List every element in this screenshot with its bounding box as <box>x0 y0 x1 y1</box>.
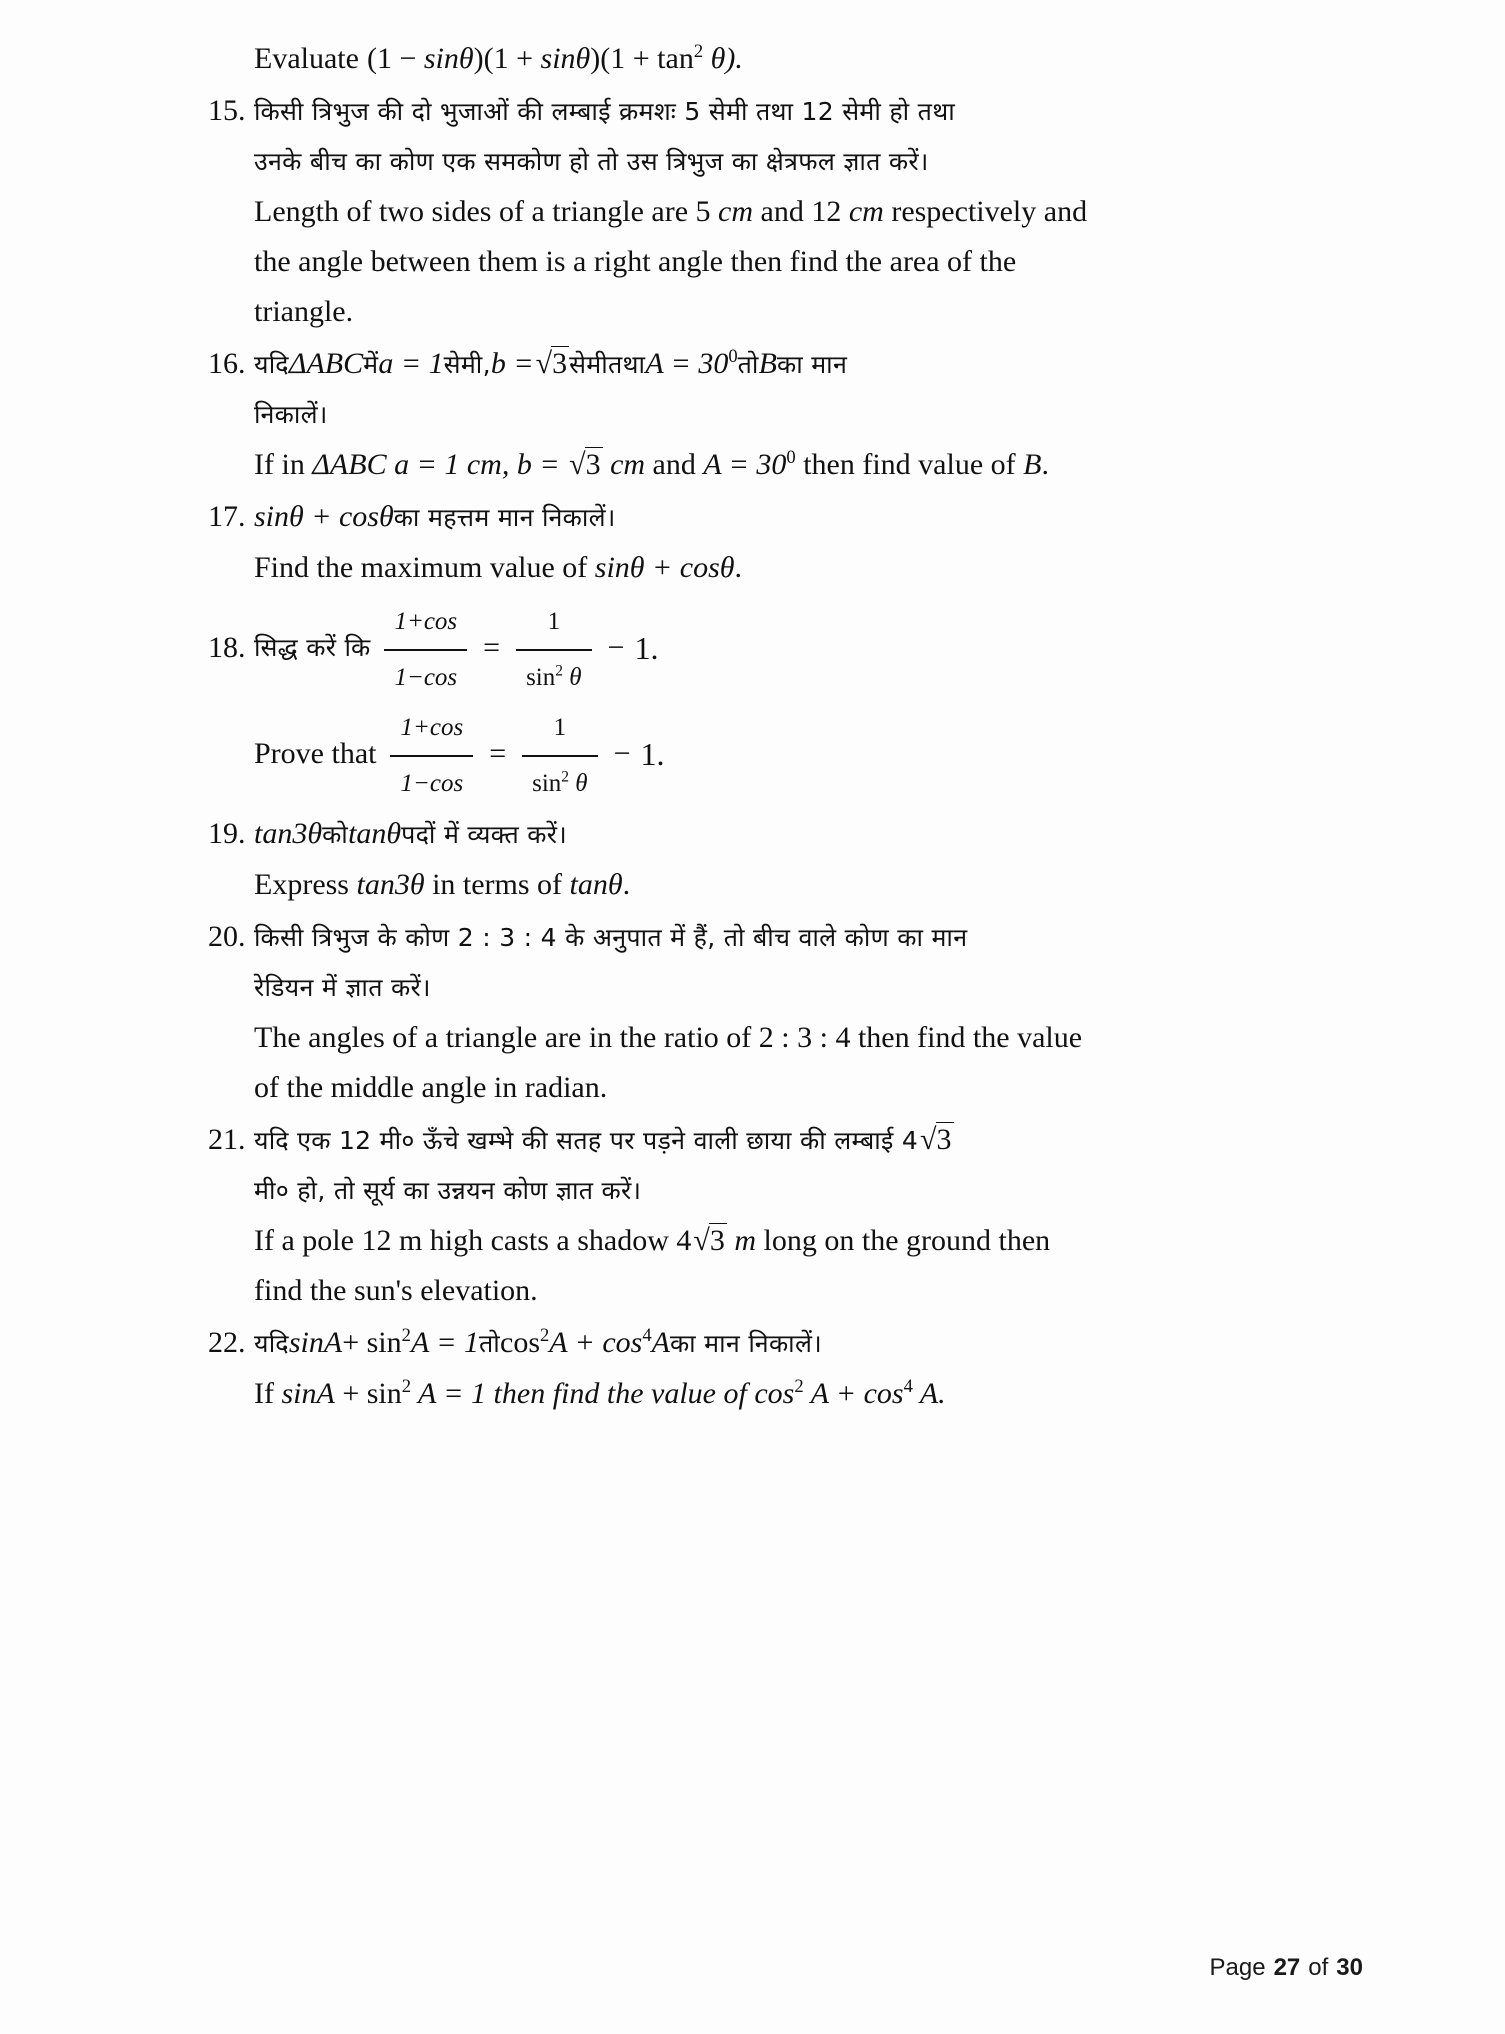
fraction-bar <box>384 649 467 651</box>
q22-sup-4-hi: 4 <box>642 1325 652 1346</box>
q16-en-part1: If in <box>254 448 313 481</box>
footer-page-label: Page <box>1209 1954 1266 1981</box>
fraction-numerator: 1 <box>553 714 567 741</box>
question-line-hi <box>208 963 1288 1013</box>
q16-en-unknown-B: B <box>1023 448 1042 481</box>
fraction-lhs <box>384 597 467 703</box>
equals-sign: = <box>483 631 501 664</box>
q22-A-plus-cos-hi: A + cos <box>549 1326 643 1359</box>
q22-hi-yadi: यदि <box>254 1329 289 1358</box>
question-line-hi <box>208 1115 1288 1166</box>
q19-tantheta-hi: tanθ <box>348 817 402 850</box>
question-number-19: 19. <box>208 817 246 850</box>
q16-en-part3: then find value of <box>795 448 1024 481</box>
question-line-hi <box>208 86 1288 137</box>
question-18 <box>208 595 1288 807</box>
q22-plus-sin-en: + sin <box>334 1377 402 1410</box>
q16-hi-tatha: तथा <box>608 350 646 379</box>
footer-of-label: of <box>1308 1954 1329 1981</box>
fraction-denominator: 1−cos <box>394 664 458 691</box>
q21-en-part1: If a pole 12 m high casts a shadow 4 <box>254 1224 692 1257</box>
theta-symbol: θ <box>563 664 582 691</box>
q20-english-line-2: of the middle angle in radian. <box>254 1071 608 1104</box>
evaluate-theta: θ). <box>703 42 743 75</box>
minus-sign: − <box>607 631 625 664</box>
sqrt-icon: √3 <box>569 448 601 481</box>
q22-en-tail: A. <box>912 1377 946 1410</box>
sin-exponent: 2 <box>561 768 570 786</box>
q22-en-mid: A = 1 then find the value of cos <box>411 1377 795 1410</box>
q22-A-eq-1-hi: A = 1 <box>410 1326 479 1359</box>
q19-hindi-rest: पदों में व्यक्त करें। <box>401 820 568 849</box>
fraction-denominator <box>522 759 597 809</box>
fraction-denominator: 1−cos <box>400 770 464 797</box>
q19-hi-ko: को <box>322 820 349 849</box>
q19-en-lead: Express <box>254 868 357 901</box>
q16-en-unit-cm-2: cm <box>602 448 646 481</box>
q16-hi-ka-maan: का मान <box>777 350 848 379</box>
evaluate-expr-part3: )(1 + tan <box>590 42 694 75</box>
fraction-denominator <box>516 653 591 703</box>
question-number-20: 20. <box>208 920 246 953</box>
q15-unit-cm-1: cm <box>718 195 754 228</box>
fraction-rhs <box>522 703 597 809</box>
q19-tan3theta-en: tan3θ <box>356 868 425 901</box>
q15-unit-cm-2: cm <box>848 195 884 228</box>
question-line-en <box>208 701 1288 807</box>
q21-english-line-2: find the sun's elevation. <box>254 1274 538 1307</box>
question-line-en <box>208 1266 1288 1316</box>
q16-en-part2: and <box>645 448 704 481</box>
q16-triangle-abc: ΔABC <box>288 347 364 380</box>
question-line-en <box>208 287 1288 337</box>
q19-en-mid: in terms of <box>424 868 570 901</box>
q18-tail-one: 1. <box>634 630 659 666</box>
question-21 <box>208 1115 1288 1316</box>
q16-hindi-line-2: निकालें। <box>254 400 328 429</box>
q16-en-period: . <box>1041 448 1049 481</box>
q22-plus-sin-hi: + sin <box>342 1326 402 1359</box>
fraction-bar <box>390 755 473 757</box>
q17-expression-en: sinθ + cosθ <box>594 551 735 584</box>
q21-radicand-hi: 3 <box>936 1123 952 1156</box>
q22-en-if: If <box>254 1377 282 1410</box>
evaluate-expr-part2: )(1 + <box>473 42 541 75</box>
q21-hindi-line-2: मी० हो, तो सूर्य का उन्नयन कोण ज्ञात करें। <box>254 1176 642 1205</box>
q16-value-A: A = 30 <box>645 347 729 380</box>
q16-en-value-a: a = 1 <box>386 448 467 481</box>
question-line-hi <box>208 390 1288 440</box>
q16-en-triangle-abc: ΔABC <box>312 448 387 481</box>
q16-en-value-A: A = 30 <box>703 448 787 481</box>
q22-cos-hi-1: cos <box>500 1326 540 1359</box>
question-number-16: 16. <box>208 347 246 380</box>
q18-hindi-lead: सिद्ध करें कि <box>254 633 371 662</box>
q17-hindi-rest: का महत्तम मान निकालें। <box>393 503 616 532</box>
q19-tan3theta-hi: tan3θ <box>254 817 323 850</box>
evaluate-lead: Evaluate <box>254 42 359 75</box>
theta-symbol: θ <box>569 770 588 797</box>
q17-en-lead: Find the maximum value of <box>254 551 595 584</box>
question-number-22: 22. <box>208 1326 246 1359</box>
q20-english-line-1: The angles of a triangle are in the ratio of 2 : 3 : 4 then find the value <box>254 1021 1083 1054</box>
q22-sup-2-hi: 2 <box>401 1325 411 1346</box>
evaluate-exponent: 2 <box>693 41 704 62</box>
q19-tantheta-en: tanθ <box>569 868 623 901</box>
question-line-hi <box>208 595 1288 701</box>
sqrt-icon: √3 <box>535 347 568 380</box>
q16-degree-sup-hi: 0 <box>728 346 738 367</box>
q22-sinA-en: sinA <box>281 1377 335 1410</box>
question-list <box>208 34 1288 1421</box>
q21-radicand-en: 3 <box>709 1224 725 1257</box>
question-20 <box>208 912 1288 1113</box>
q19-en-period: . <box>622 868 631 901</box>
question-line-en <box>208 543 1288 593</box>
question-line-en <box>208 860 1288 910</box>
q22-hindi-rest: का मान निकालें। <box>669 1329 822 1358</box>
fraction-bar <box>522 755 597 757</box>
question-number-18: 18. <box>208 631 246 664</box>
question-line-hi <box>208 1318 1288 1369</box>
sin-exponent: 2 <box>555 662 564 680</box>
question-line-hi <box>208 137 1288 187</box>
fraction-numerator: 1 <box>547 608 561 635</box>
q16-unknown-B: B <box>758 347 777 380</box>
q15-english-line-2: the angle between them is a right angle then find the area of the <box>254 245 1017 278</box>
equals-sign: = <box>489 737 507 770</box>
evaluate-sin-2: sinθ <box>540 42 591 75</box>
question-15 <box>208 86 1288 337</box>
minus-sign: − <box>613 737 631 770</box>
page-footer <box>1210 1954 1363 1982</box>
question-line-hi <box>208 339 1288 390</box>
q16-value-b: b = <box>490 347 534 380</box>
fraction-bar <box>516 649 591 651</box>
question-line-en <box>208 440 1288 490</box>
question-line-en <box>208 187 1288 237</box>
question-evaluate-tail <box>208 34 1288 84</box>
question-line-en <box>208 1063 1288 1113</box>
question-line-en <box>208 237 1288 287</box>
question-number-21: 21. <box>208 1123 246 1156</box>
q16-value-a: a = 1 <box>378 347 444 380</box>
fraction-numerator: 1+cos <box>400 714 464 741</box>
q15-en-part3: respectively and <box>883 195 1088 228</box>
q16-en-unit-cm-1: cm <box>466 448 502 481</box>
question-22 <box>208 1318 1288 1419</box>
sin-label: sin <box>526 664 556 691</box>
footer-page-number: 27 <box>1273 1954 1301 1981</box>
q21-en-part2: long on the ground then <box>756 1224 1051 1257</box>
q16-hi-yadi: यदि <box>254 350 289 379</box>
q22-sup-2b-en: 2 <box>794 1376 804 1397</box>
fraction-numerator: 1+cos <box>394 608 458 635</box>
q22-A-last-hi: A <box>651 1326 670 1359</box>
question-line-en <box>208 34 1288 84</box>
q22-sup-2b-hi: 2 <box>540 1325 550 1346</box>
q15-en-part1: Length of two sides of a triangle are 5 <box>254 195 719 228</box>
question-line-en <box>208 1013 1288 1063</box>
question-line-en <box>208 1369 1288 1419</box>
sqrt-icon: √3 <box>920 1123 952 1156</box>
sqrt-icon: √3 <box>693 1224 725 1257</box>
question-line-en <box>208 1216 1288 1266</box>
question-19 <box>208 809 1288 910</box>
evaluate-sin-1: sinθ <box>423 42 474 75</box>
footer-total-pages: 30 <box>1336 1954 1363 1981</box>
q15-english-line-3: triangle. <box>254 295 354 328</box>
question-number-17: 17. <box>208 500 246 533</box>
q15-en-part2: and 12 <box>753 195 849 228</box>
q18-tail-one: 1. <box>640 736 665 772</box>
q16-hi-mein: में <box>363 350 379 379</box>
q21-hindi-line-1: यदि एक 12 मी० ऊँचे खम्भे की सतह पर पड़ने वाली छाया की लम्बाई 4 <box>254 1126 919 1155</box>
q18-english-lead: Prove that <box>254 737 377 770</box>
q20-hindi-line-2: रेडियन में ज्ञात करें। <box>254 973 431 1002</box>
question-number-15: 15. <box>208 94 246 127</box>
q17-expression-hi: sinθ + cosθ <box>254 500 394 533</box>
q16-unit-semi-1: सेमी, <box>443 350 491 379</box>
q15-hindi-line-2: उनके बीच का कोण एक समकोण हो तो उस त्रिभुज का क्षेत्रफल ज्ञात करें। <box>254 147 929 176</box>
q22-sinA-hi: sinA <box>288 1326 343 1359</box>
fraction-lhs <box>390 703 473 809</box>
fraction-rhs <box>516 597 591 703</box>
q22-sup-4-en: 4 <box>903 1376 913 1397</box>
q22-hi-to: तो <box>478 1329 500 1358</box>
q17-en-period: . <box>734 551 742 584</box>
question-line-hi <box>208 912 1288 963</box>
question-line-hi <box>208 809 1288 860</box>
q16-en-value-b: , b = <box>501 448 568 481</box>
q20-hindi-line-1: किसी त्रिभुज के कोण 2 : 3 : 4 के अनुपात में हैं, तो बीच वाले कोण का मान <box>254 923 968 952</box>
q16-en-radicand: 3 <box>585 448 601 481</box>
q15-hindi-line-1: किसी त्रिभुज की दो भुजाओं की लम्बाई क्रमशः 5 सेमी तथा 12 सेमी हो तथा <box>254 97 955 126</box>
q21-unit-m: m <box>726 1224 757 1257</box>
question-16 <box>208 339 1288 490</box>
q16-unit-semi-2: सेमी <box>569 350 608 379</box>
question-17 <box>208 492 1288 593</box>
sin-label: sin <box>532 770 562 797</box>
q22-en-A-plus-cos: A + cos <box>803 1377 904 1410</box>
question-line-hi <box>208 492 1288 543</box>
q16-hi-to: तो <box>737 350 759 379</box>
question-line-hi <box>208 1166 1288 1216</box>
q22-sup-2-en: 2 <box>401 1376 412 1397</box>
q16-radicand-hi: 3 <box>552 347 568 380</box>
q16-en-degree-sup: 0 <box>786 447 796 468</box>
evaluate-expr-part1: (1 − <box>366 42 424 75</box>
